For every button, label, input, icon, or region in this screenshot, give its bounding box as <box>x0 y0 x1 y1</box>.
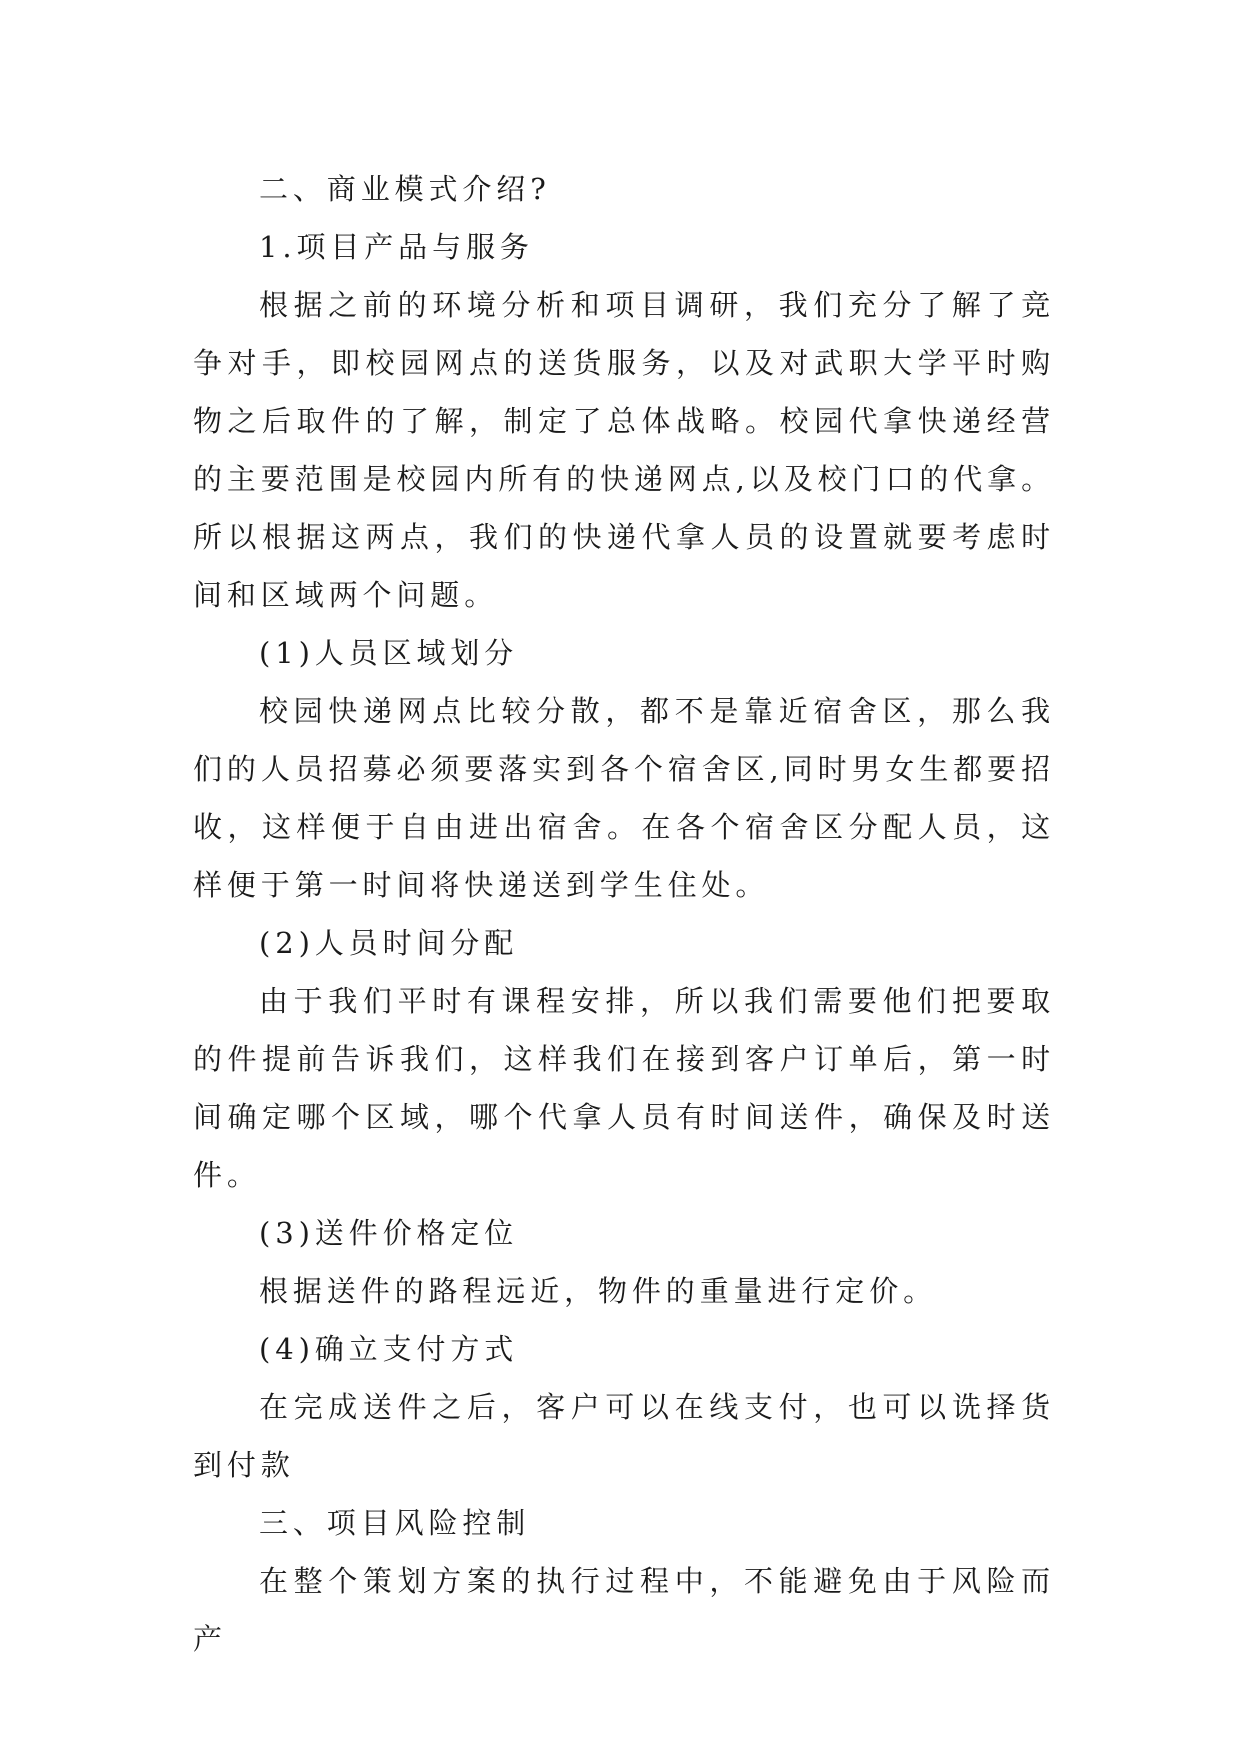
subsection-heading: 1.项目产品与服务 <box>259 230 534 264</box>
body-paragraph: 校园快递网点比较分散，都不是靠近宿舍区，那么我们的人员招募必须要落实到各个宿舍区,同时男女生都要招收，这样便于自由进出宿舍。在各个宿舍区分配人员，这样便于第一时间将快递送到学生住处。 <box>193 694 1055 902</box>
item-heading: (1)人员区域划分 <box>259 636 519 670</box>
item-heading: (2)人员时间分配 <box>259 926 519 960</box>
item-heading: (3)送件价格定位 <box>259 1216 519 1250</box>
body-paragraph: 根据之前的环境分析和项目调研，我们充分了解了竞争对手，即校园网点的送货服务，以及对武职大学平时购物之后取件的了解，制定了总体战略。校园代拿快递经营的主要范围是校园内所有的快递网点,以及校门口的代拿。所以根据这两点，我们的快递代拿人员的设置就要考虑时间和区域两个问题。 <box>193 288 1055 612</box>
section-heading: 二、商业模式介绍? <box>259 172 551 206</box>
item-heading: (4)确立支付方式 <box>259 1332 519 1366</box>
body-paragraph: 在完成送件之后，客户可以在线支付，也可以诜择货到付款 <box>193 1390 1055 1482</box>
section-heading: 三、项目风险控制 <box>259 1506 531 1540</box>
body-paragraph: 根据送件的路程远近，物件的重量进行定价。 <box>259 1274 938 1308</box>
body-paragraph: 由于我们平时有课程安排，所以我们需要他们把要取的件提前告诉我们，这样我们在接到客户订单后，第一时间确定哪个区域，哪个代拿人员有时间送件，确保及时送件。 <box>193 984 1055 1192</box>
document-body <box>193 160 1055 1668</box>
body-paragraph: 在整个策划方案的执行过程中，不能避免由于风险而产 <box>193 1564 1055 1656</box>
